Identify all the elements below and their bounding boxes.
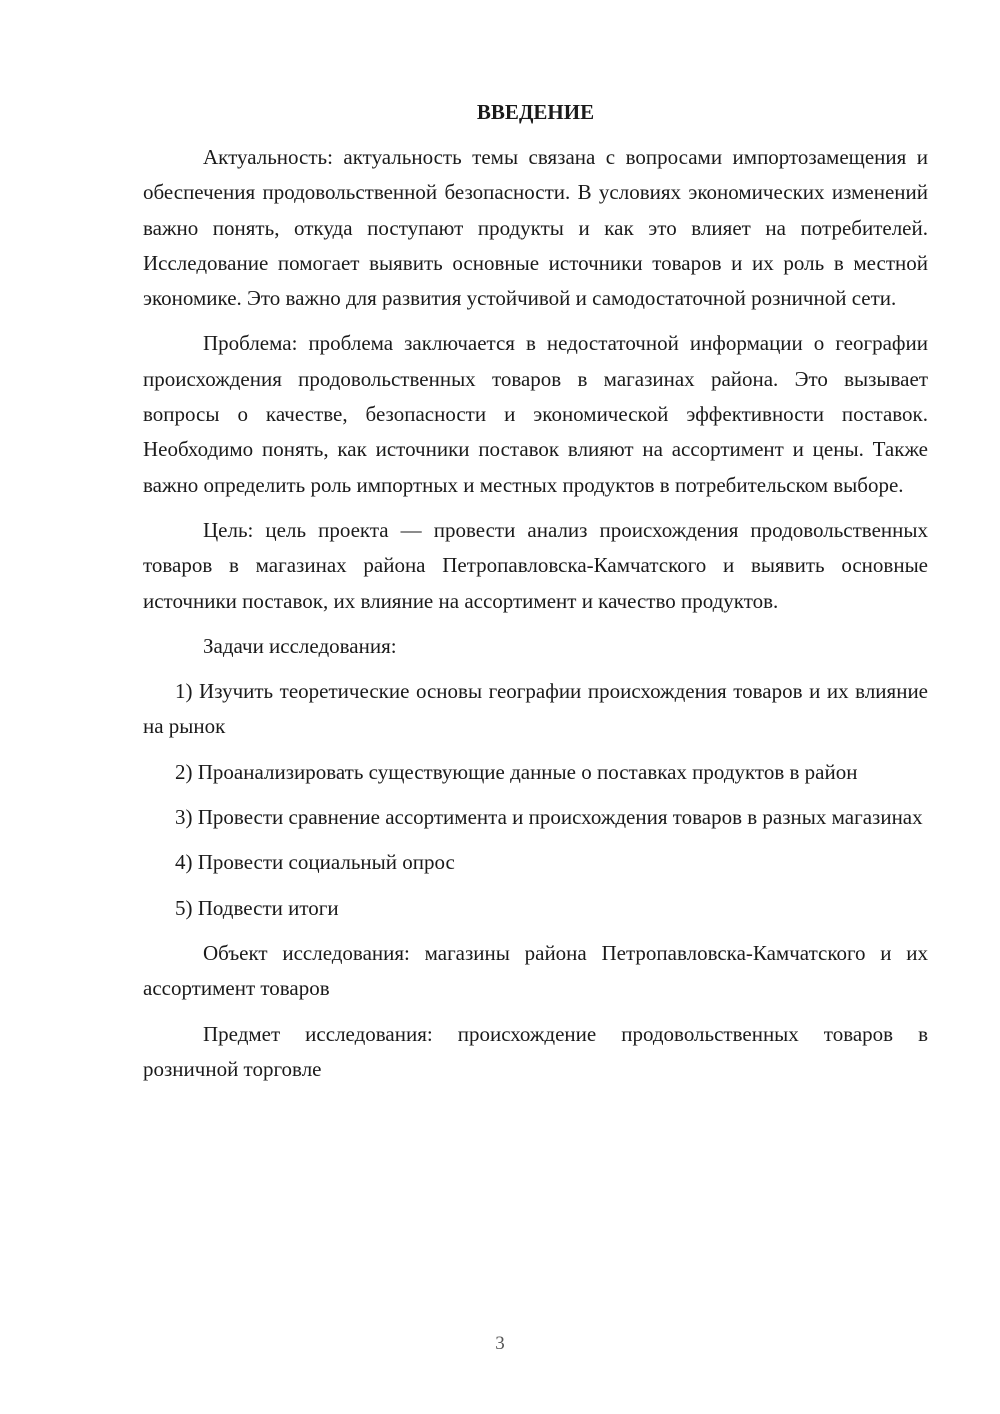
tasks-heading: Задачи исследования: <box>203 633 397 658</box>
paragraph-goal: Цель: цель проекта — провести анализ происхождения продовольственных товаров в магазинах района Петропавловска-Камчатского и выявить основные источники поставок, их влияние на ассортимент и качество продуктов. <box>143 517 928 613</box>
page-number: 3 <box>495 1333 505 1354</box>
section-title: ВВЕДЕНИЕ <box>476 100 595 124</box>
task-item: 2) Проанализировать существующие данные о поставках продуктов в район <box>175 759 858 784</box>
paragraph-relevance: Актуальность: актуальность темы связана с вопросами импортозамещения и обеспечения продовольственной безопасности. В условиях экономических изменений важно понять, откуда поступают продукты и как это влияет на потребителей. Исследование помогает выявить основные источники товаров и их роль в местной экономике. Это важно для развития устойчивой и самодостаточной розничной сети. <box>143 145 928 311</box>
paragraph-subject: Предмет исследования: происхождение продовольственных товаров в розничной торговле <box>143 1021 928 1081</box>
paragraph-problem: Проблема: проблема заключается в недостаточной информации о географии происхождения продовольственных товаров в магазинах района. Это вызывает вопросы о качестве, безопасности и экономической эффективности поставок. Необходимо понять, как источники поставок влияют на ассортимент и цены. Также важно определить роль импортных и местных продуктов в потребительском выборе. <box>143 331 928 497</box>
paragraph-object: Объект исследования: магазины района Петропавловска-Камчатского и их ассортимент товаров <box>143 940 928 1001</box>
task-item: 3) Провести сравнение ассортимента и происхождения товаров в разных магазинах <box>175 805 923 830</box>
task-item: 5) Подвести итоги <box>175 895 339 920</box>
task-item: 1) Изучить теоретические основы географии происхождения товаров и их влияние на рынок <box>143 679 928 739</box>
document-page <box>143 95 928 1087</box>
task-item: 4) Провести социальный опрос <box>175 850 455 875</box>
